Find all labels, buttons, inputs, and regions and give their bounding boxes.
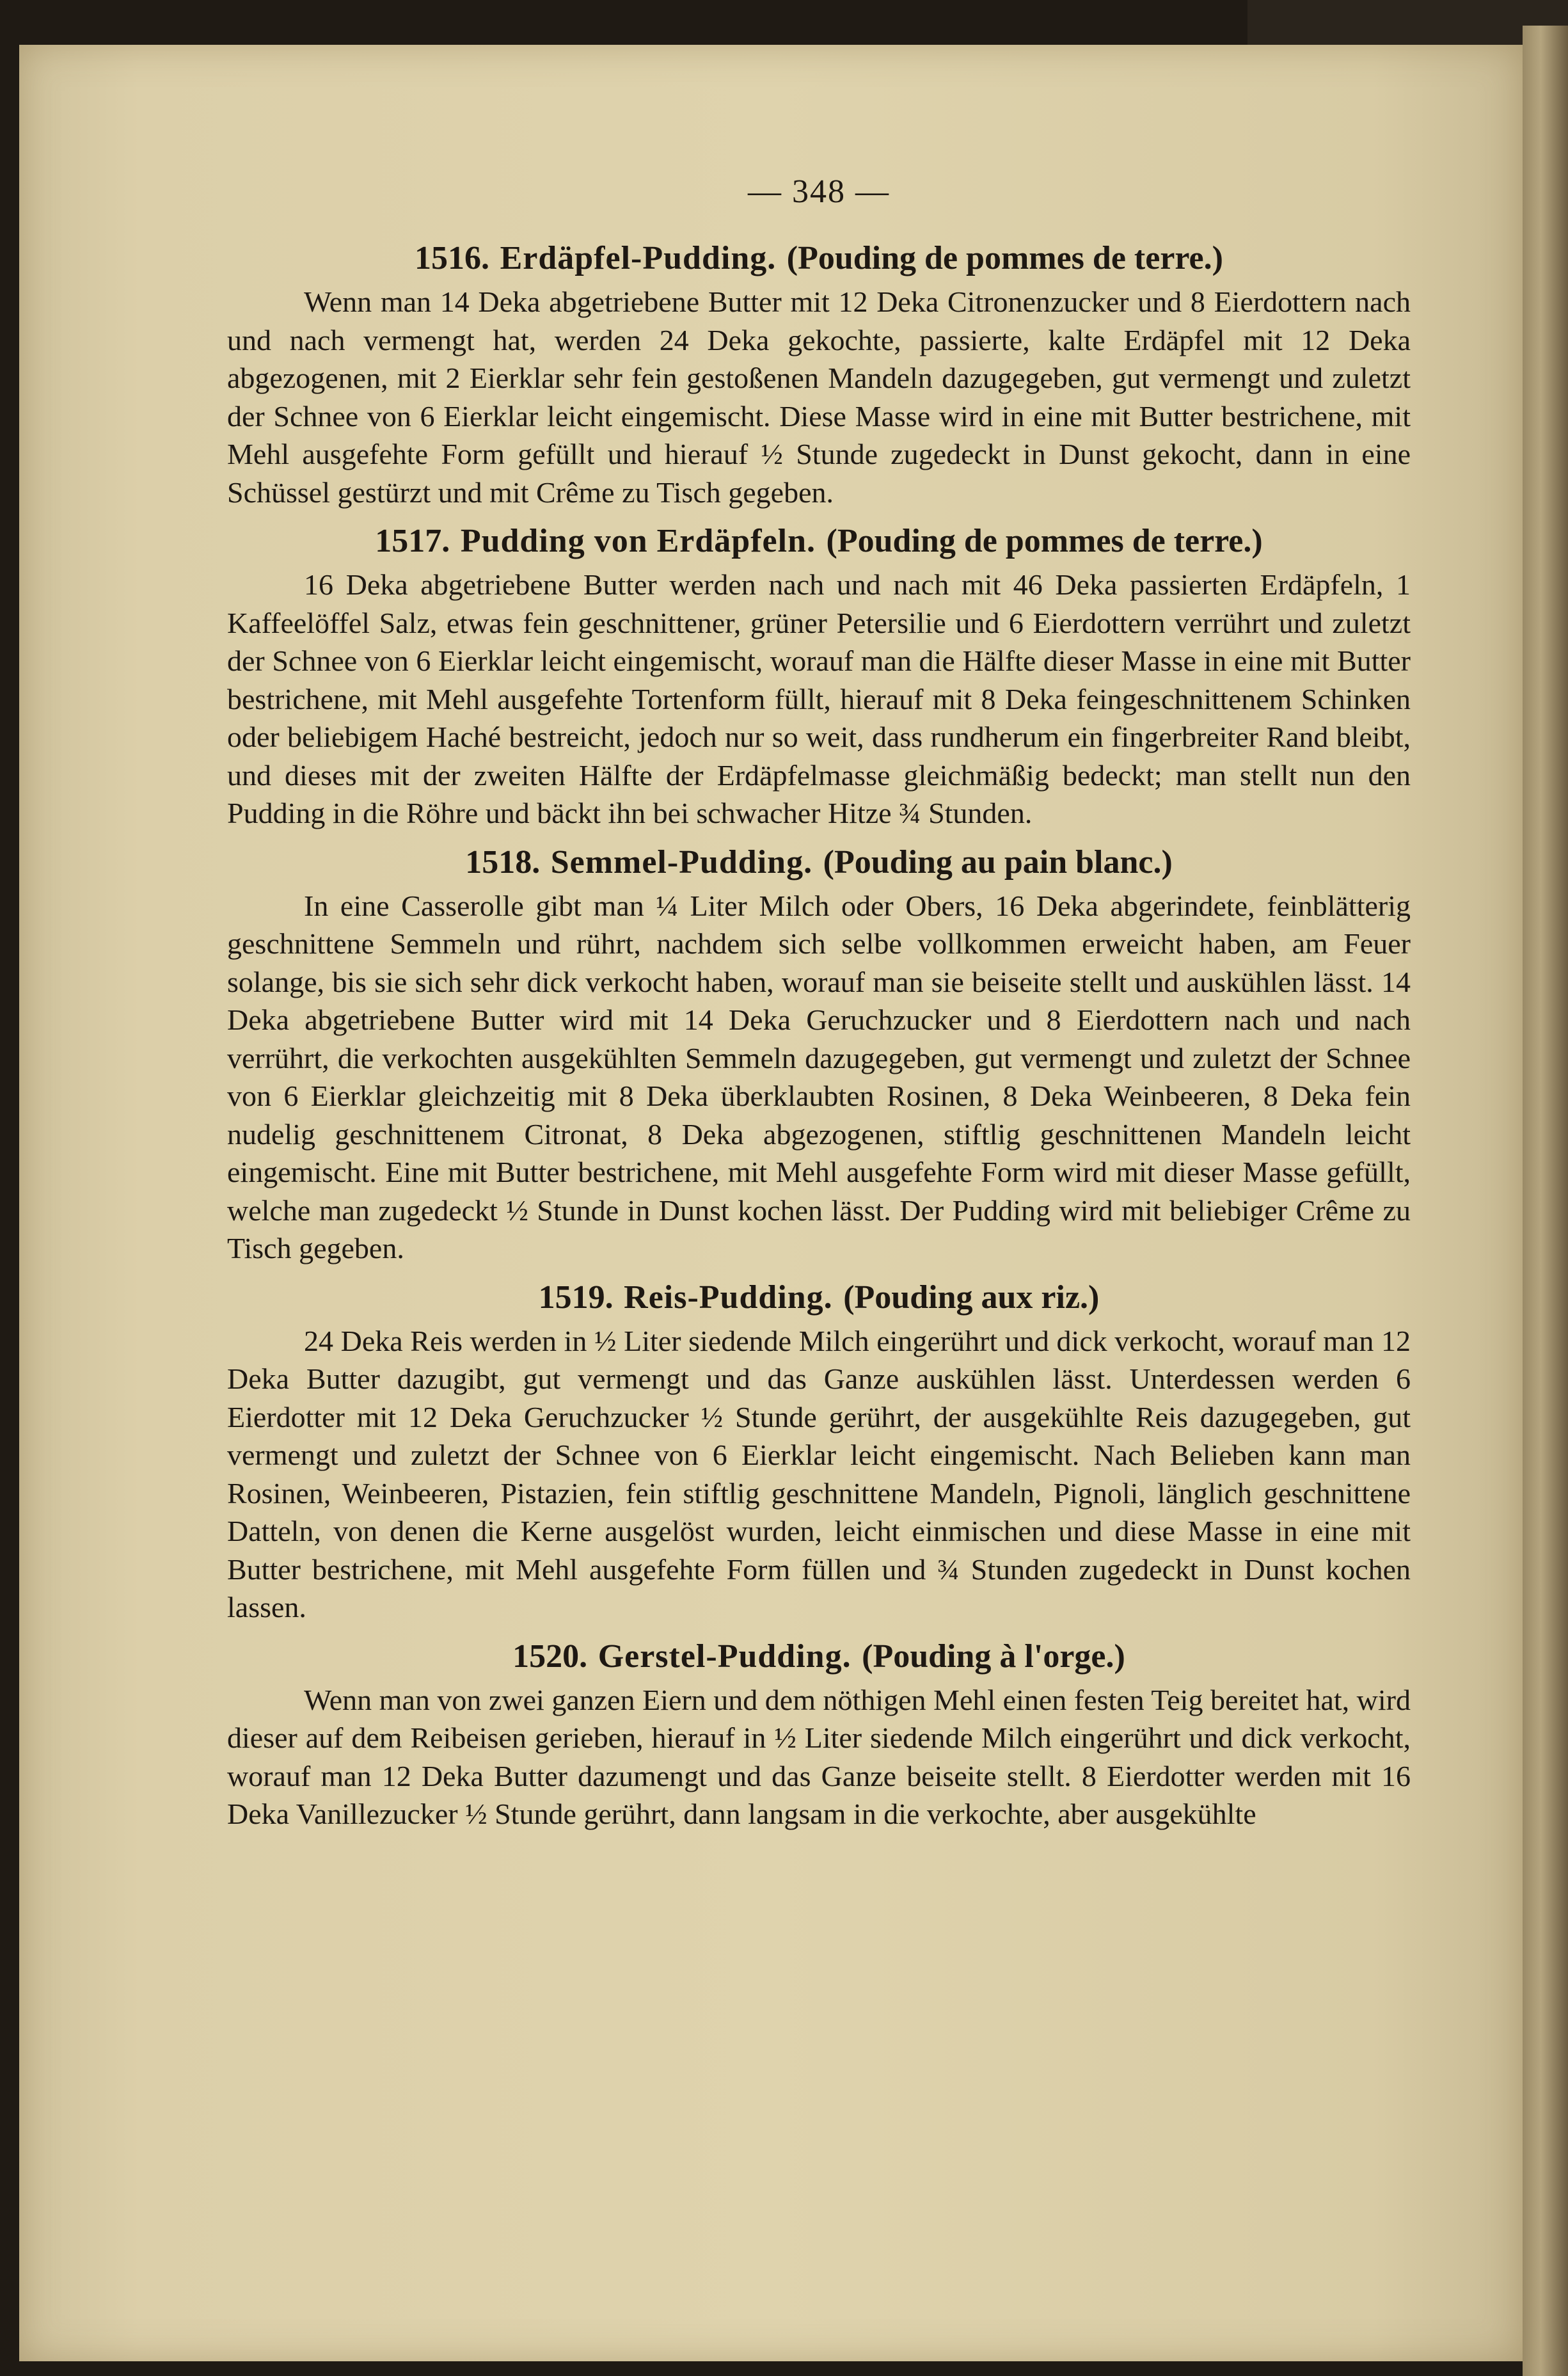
recipe-text: Wenn man von zwei ganzen Eiern und dem nöthigen Mehl einen festen Teig bereitet hat, wird dieser auf dem Reibeisen gerieben, hierauf in ½ Liter siedende Milch eingerührt und dick verkocht, worauf man 12 Deka Butter dazumengt und das Ganze beiseite stellt. 8 Eierdotter werden mit 16 Deka Vanillezucker ½ Stunde gerührt, dann langsam in die verkochte, aber ausgekühlte [227, 1683, 1411, 1830]
scan-background-top [1247, 0, 1568, 45]
recipe-text: In eine Casserolle gibt man ¼ Liter Milch oder Obers, 16 Deka abgerindete, feinblätterig geschnittene Semmeln und rührt, nachdem sich selbe vollkommen erweicht haben, am Feuer solange, bis sie sich sehr dick verkocht haben, worauf man sie beiseite stellt und auskühlen lässt. 14 Deka abgetriebene Butter wird mit 14 Deka Geruchzucker und 8 Eierdottern nach und nach verrührt, die verkochten ausgekühlten Semmeln dazugegeben, gut vermengt und zuletzt der Schnee von 6 Eierklar gleichzeitig mit 8 Deka überklaubten Rosinen, 8 Deka Weinbeeren, 8 Deka fein nudelig geschnittenem Citronat, 8 Deka abgezogenen, stiftlig geschnittenen Mandeln leicht eingemischt. Eine mit Butter bestrichene, mit Mehl ausgefehte Form wird mit dieser Masse gefüllt, welche man zugedeckt ½ Stunde in Dunst kochen lässt. Der Pudding wird mit beliebiger Crême zu Tisch gegeben. [227, 889, 1411, 1264]
book-edge [1523, 26, 1568, 2376]
page-content [227, 173, 1411, 1841]
recipe-title: Erdäpfel-Pudding. [500, 240, 777, 276]
recipe-title: Pudding von Erdäpfeln. [460, 523, 816, 559]
recipe-french-title: (Pouding de pommes de terre.) [826, 523, 1263, 559]
recipe-heading [227, 1634, 1411, 1678]
recipe-heading [227, 1275, 1411, 1320]
recipe-french-title: (Pouding de pommes de terre.) [786, 240, 1223, 276]
recipe-heading [227, 840, 1411, 884]
recipe-text: 24 Deka Reis werden in ½ Liter siedende Milch eingerührt und dick verkocht, worauf man 12 Deka Butter dazugibt, gut vermengt und das Ganze auskühlen lässt. Unterdessen werden 6 Eierdotter mit 12 Deka Geruchzucker ½ Stunde gerührt, der ausgekühlte Reis dazugegeben, gut vermengt und zuletzt der Schnee von 6 Eierklar leicht eingemischt. Nach Belieben kann man Rosinen, Weinbeeren, Pistazien, fein stiftlig geschnittene Mandeln, Pignoli, länglich geschnittene Datteln, von denen die Kerne ausgelöst wurden, leicht einmischen und diese Masse in eine mit Butter bestrichene, mit Mehl ausgefehte Form füllen und ¾ Stunden zugedeckt in Dunst kochen lassen. [227, 1324, 1411, 1623]
recipe-title: Reis-Pudding. [624, 1279, 833, 1316]
recipe-1517 [227, 519, 1411, 833]
recipe-french-title: (Pouding à l'orge.) [862, 1638, 1125, 1675]
recipe-heading [227, 519, 1411, 563]
recipe-1516 [227, 236, 1411, 511]
recipe-number: 1517. [375, 523, 450, 559]
recipe-title: Semmel-Pudding. [550, 843, 813, 881]
recipe-title: Gerstel-Pudding. [598, 1638, 851, 1675]
recipe-text: 16 Deka abgetriebene Butter werden nach und nach mit 46 Deka passierten Erdäpfeln, 1 Kaffeelöffel Salz, etwas fein geschnittener, grüner Petersilie und 6 Eierdottern verrührt und zuletzt der Schnee von 6 Eierklar leicht eingemischt, worauf man die Hälfte dieser Masse in eine mit Butter bestrichene, mit Mehl ausgefehte Tortenform füllt, hierauf mit 8 Deka feingeschnittenem Schinken oder beliebigem Haché bestreicht, jedoch nur so weit, dass rundherum ein fingerbreiter Rand bleibt, und dieses mit der zweiten Hälfte der Erdäpfelmasse gleichmäßig bedeckt; man stellt nun den Pudding in die Röhre und bäckt ihn bei schwacher Hitze ¾ Stunden. [227, 568, 1411, 829]
recipe-1520 [227, 1634, 1411, 1833]
recipe-1518 [227, 840, 1411, 1268]
recipe-text: Wenn man 14 Deka abgetriebene Butter mit 12 Deka Citronenzucker und 8 Eierdottern nach und nach vermengt hat, werden 24 Deka gekochte, passierte, kalte Erdäpfel mit 12 Deka abgezogenen, mit 2 Eierklar sehr fein gestoßenen Mandeln dazugegeben, gut vermengt und zuletzt der Schnee von 6 Eierklar leicht eingemischt. Diese Masse wird in eine mit Butter bestrichene, mit Mehl ausgefehte Form gefüllt und hierauf ½ Stunde zugedeckt in Dunst gekocht, dann in eine Schüssel gestürzt und mit Crême zu Tisch gegeben. [227, 285, 1411, 509]
recipe-heading [227, 236, 1411, 280]
recipe-french-title: (Pouding au pain blanc.) [823, 843, 1173, 881]
page-number: — 348 — [748, 173, 890, 210]
recipe-number: 1518. [465, 843, 541, 881]
recipe-number: 1520. [512, 1638, 588, 1675]
recipe-1519 [227, 1275, 1411, 1627]
recipe-number: 1516. [415, 240, 490, 276]
recipe-number: 1519. [538, 1279, 614, 1316]
recipe-french-title: (Pouding aux riz.) [843, 1279, 1100, 1316]
